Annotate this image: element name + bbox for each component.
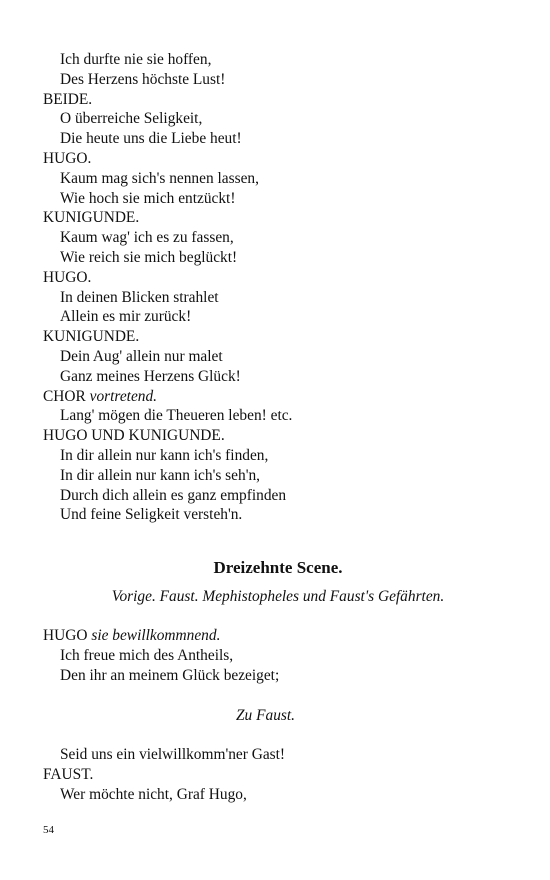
verse-line: In deinen Blicken strahlet xyxy=(60,288,219,306)
dialogue-block-1 xyxy=(43,50,513,387)
verse-line: Wie reich sie mich beglückt! xyxy=(60,248,238,266)
verse-line: Ganz meines Herzens Glück! xyxy=(60,367,241,385)
verse-line: Die heute uns die Liebe heut! xyxy=(60,130,242,148)
dialogue-block-4 xyxy=(43,745,513,804)
page-content xyxy=(43,50,513,805)
verse-line: Und feine Seligkeit versteh'n. xyxy=(60,506,243,524)
verse-line: O überreiche Seligkeit, xyxy=(60,110,203,128)
speaker-name: HUGO UND KUNIGUNDE. xyxy=(43,427,225,445)
stage-direction: Zu Faust. xyxy=(236,706,296,724)
verse-line: Wer möchte nicht, Graf Hugo, xyxy=(60,785,247,803)
verse-line: Ich freue mich des Antheils, xyxy=(60,646,234,664)
speaker-name: HUGO. xyxy=(43,268,92,286)
speaker-name: HUGO. xyxy=(43,149,92,167)
chor-speaker-line xyxy=(43,387,513,407)
dialogue-block-3 xyxy=(43,646,513,686)
speaker-name: BEIDE. xyxy=(43,90,93,108)
speaker-name: HUGO xyxy=(43,627,88,645)
page-number: 54 xyxy=(43,824,54,836)
verse-line: Durch dich allein es ganz empfinden xyxy=(60,486,287,504)
scene-subtitle: Vorige. Faust. Mephistopheles und Faust's Gefährten. xyxy=(111,588,445,606)
verse-line: In dir allein nur kann ich's finden, xyxy=(60,446,269,464)
verse-line: Allein es mir zurück! xyxy=(60,308,192,326)
verse-line: In dir allein nur kann ich's seh'n, xyxy=(60,466,261,484)
verse-line: Den ihr an meinem Glück bezeiget; xyxy=(60,666,280,684)
speaker-name: KUNIGUNDE. xyxy=(43,328,140,346)
verse-line: Kaum wag' ich es zu fassen, xyxy=(60,229,234,247)
verse-line: Des Herzens höchste Lust! xyxy=(60,70,226,88)
scene-title: Dreizehnte Scene. xyxy=(213,558,343,578)
verse-line: Seid uns ein vielwillkomm'ner Gast! xyxy=(60,746,286,764)
speaker-name: KUNIGUNDE. xyxy=(43,209,140,227)
verse-line: Dein Aug' allein nur malet xyxy=(60,347,223,365)
dialogue-block-2 xyxy=(43,406,513,525)
verse-line: Kaum mag sich's nennen lassen, xyxy=(60,169,259,187)
stage-direction-inline: vortretend. xyxy=(89,387,158,405)
hugo-speaker-line xyxy=(43,626,513,646)
speaker-name: CHOR xyxy=(43,387,86,405)
verse-line: Ich durfte nie sie hoffen, xyxy=(60,51,212,68)
stage-direction-inline: sie bewillkommnend. xyxy=(91,627,221,645)
verse-line: Wie hoch sie mich entzückt! xyxy=(60,189,236,207)
verse-line: Lang' mögen die Theueren leben! etc. xyxy=(60,407,293,425)
speaker-name: FAUST. xyxy=(43,766,94,784)
